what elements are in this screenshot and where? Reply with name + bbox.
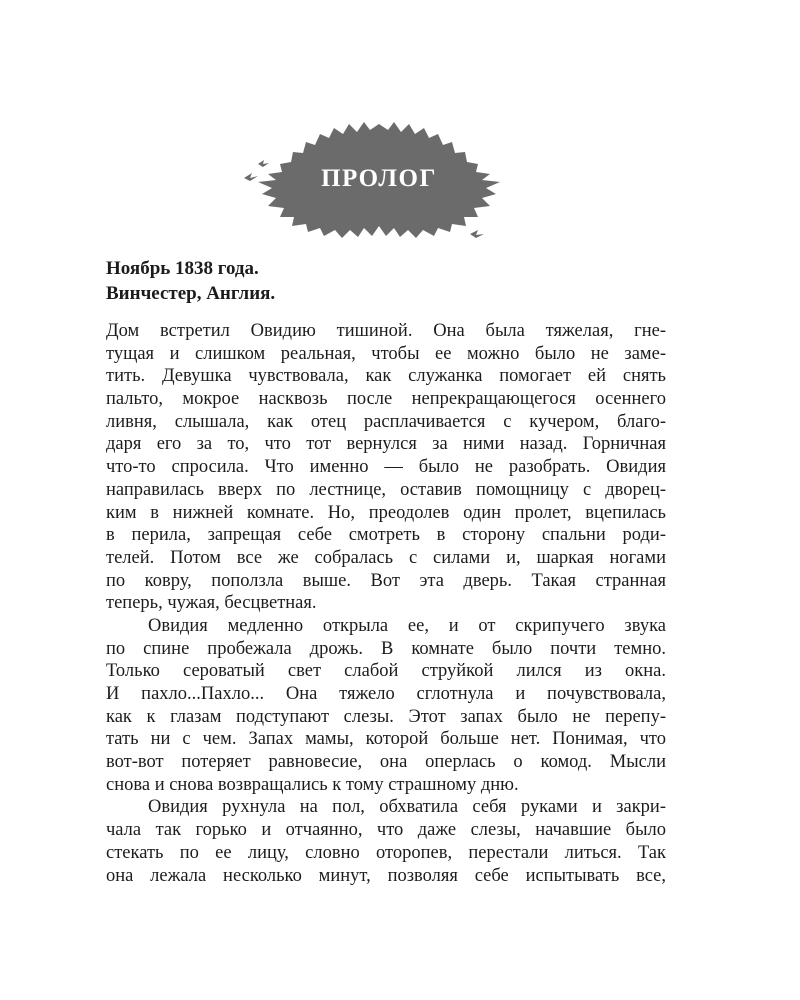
text-line: направилась вверх по лестнице, оставив помощницу с дворец- xyxy=(106,479,666,500)
text-line: ливня, слышала, как отец расплачивается с кучером, благо- xyxy=(106,411,666,432)
text-line: снова и снова возвращались к тому страшному дню. xyxy=(106,774,519,795)
text-line: теперь, чужая, бесцветная. xyxy=(106,593,317,614)
text-line: Овидия рухнула на пол, обхватила себя руками и закри- xyxy=(148,797,666,818)
text-line: что-то спросила. Что именно — было не разобрать. Овидия xyxy=(106,457,666,478)
chapter-title: ПРОЛОГ xyxy=(321,165,437,192)
text-line: тущая и слишком реальная, чтобы ее можно было не заме- xyxy=(106,343,666,364)
text-line: тить. Девушка чувствовала, как служанка помогает ей снять xyxy=(106,366,666,387)
text-line: даря его за то, что тот вернулся за ними назад. Горничная xyxy=(106,434,666,455)
text-line: И пахло...Пахло... Она тяжело сглотнула и почувствовала, xyxy=(106,684,666,704)
text-line: в перила, запрещая себе смотреть в сторону спальни роди- xyxy=(106,525,666,546)
text-line: вот-вот потеряет равновесие, она оперлась о комод. Мысли xyxy=(106,752,666,773)
dateline-place: Винчестер, Англия. xyxy=(106,283,276,304)
dateline xyxy=(106,256,666,306)
text-line: как к глазам подступают слезы. Этот запах было не перепу- xyxy=(106,706,666,727)
bird-right-icon xyxy=(470,230,484,238)
text-line: она лежала несколько минут, позволяя себе испытывать все, xyxy=(106,865,666,886)
text-line: пальто, мокрое насквозь после непрекращающегося осеннего xyxy=(106,389,666,410)
text-line: Только сероватый свет слабой струйкой лился из окна. xyxy=(106,661,666,682)
dateline-date: Ноябрь 1838 года. xyxy=(106,258,259,279)
text-line: стекать по ее лицу, словно оторопев, перестали литься. Так xyxy=(106,842,666,863)
body-text xyxy=(106,320,666,887)
text-line: по ковру, поползла выше. Вот эта дверь. Такая странная xyxy=(106,570,666,591)
text-line: Дом встретил Овидию тишиной. Она была тяжелая, гне- xyxy=(106,321,666,341)
text-line: по спине пробежала дрожь. В комнате было почти темно. xyxy=(106,638,666,659)
chapter-emblem xyxy=(238,118,520,242)
text-line: чала так горько и отчаянно, что даже слезы, начавшие было xyxy=(106,820,666,841)
text-line: тать ни с чем. Запах мамы, которой больше нет. Понимая, что xyxy=(106,729,666,750)
text-line: Овидия медленно открыла ее, и от скрипучего звука xyxy=(148,615,666,636)
text-line: телей. Потом все же собралась с силами и, шаркая ногами xyxy=(106,547,666,568)
text-line: ким в нижней комнате. Но, преодолев один пролет, вцепилась xyxy=(106,502,666,523)
